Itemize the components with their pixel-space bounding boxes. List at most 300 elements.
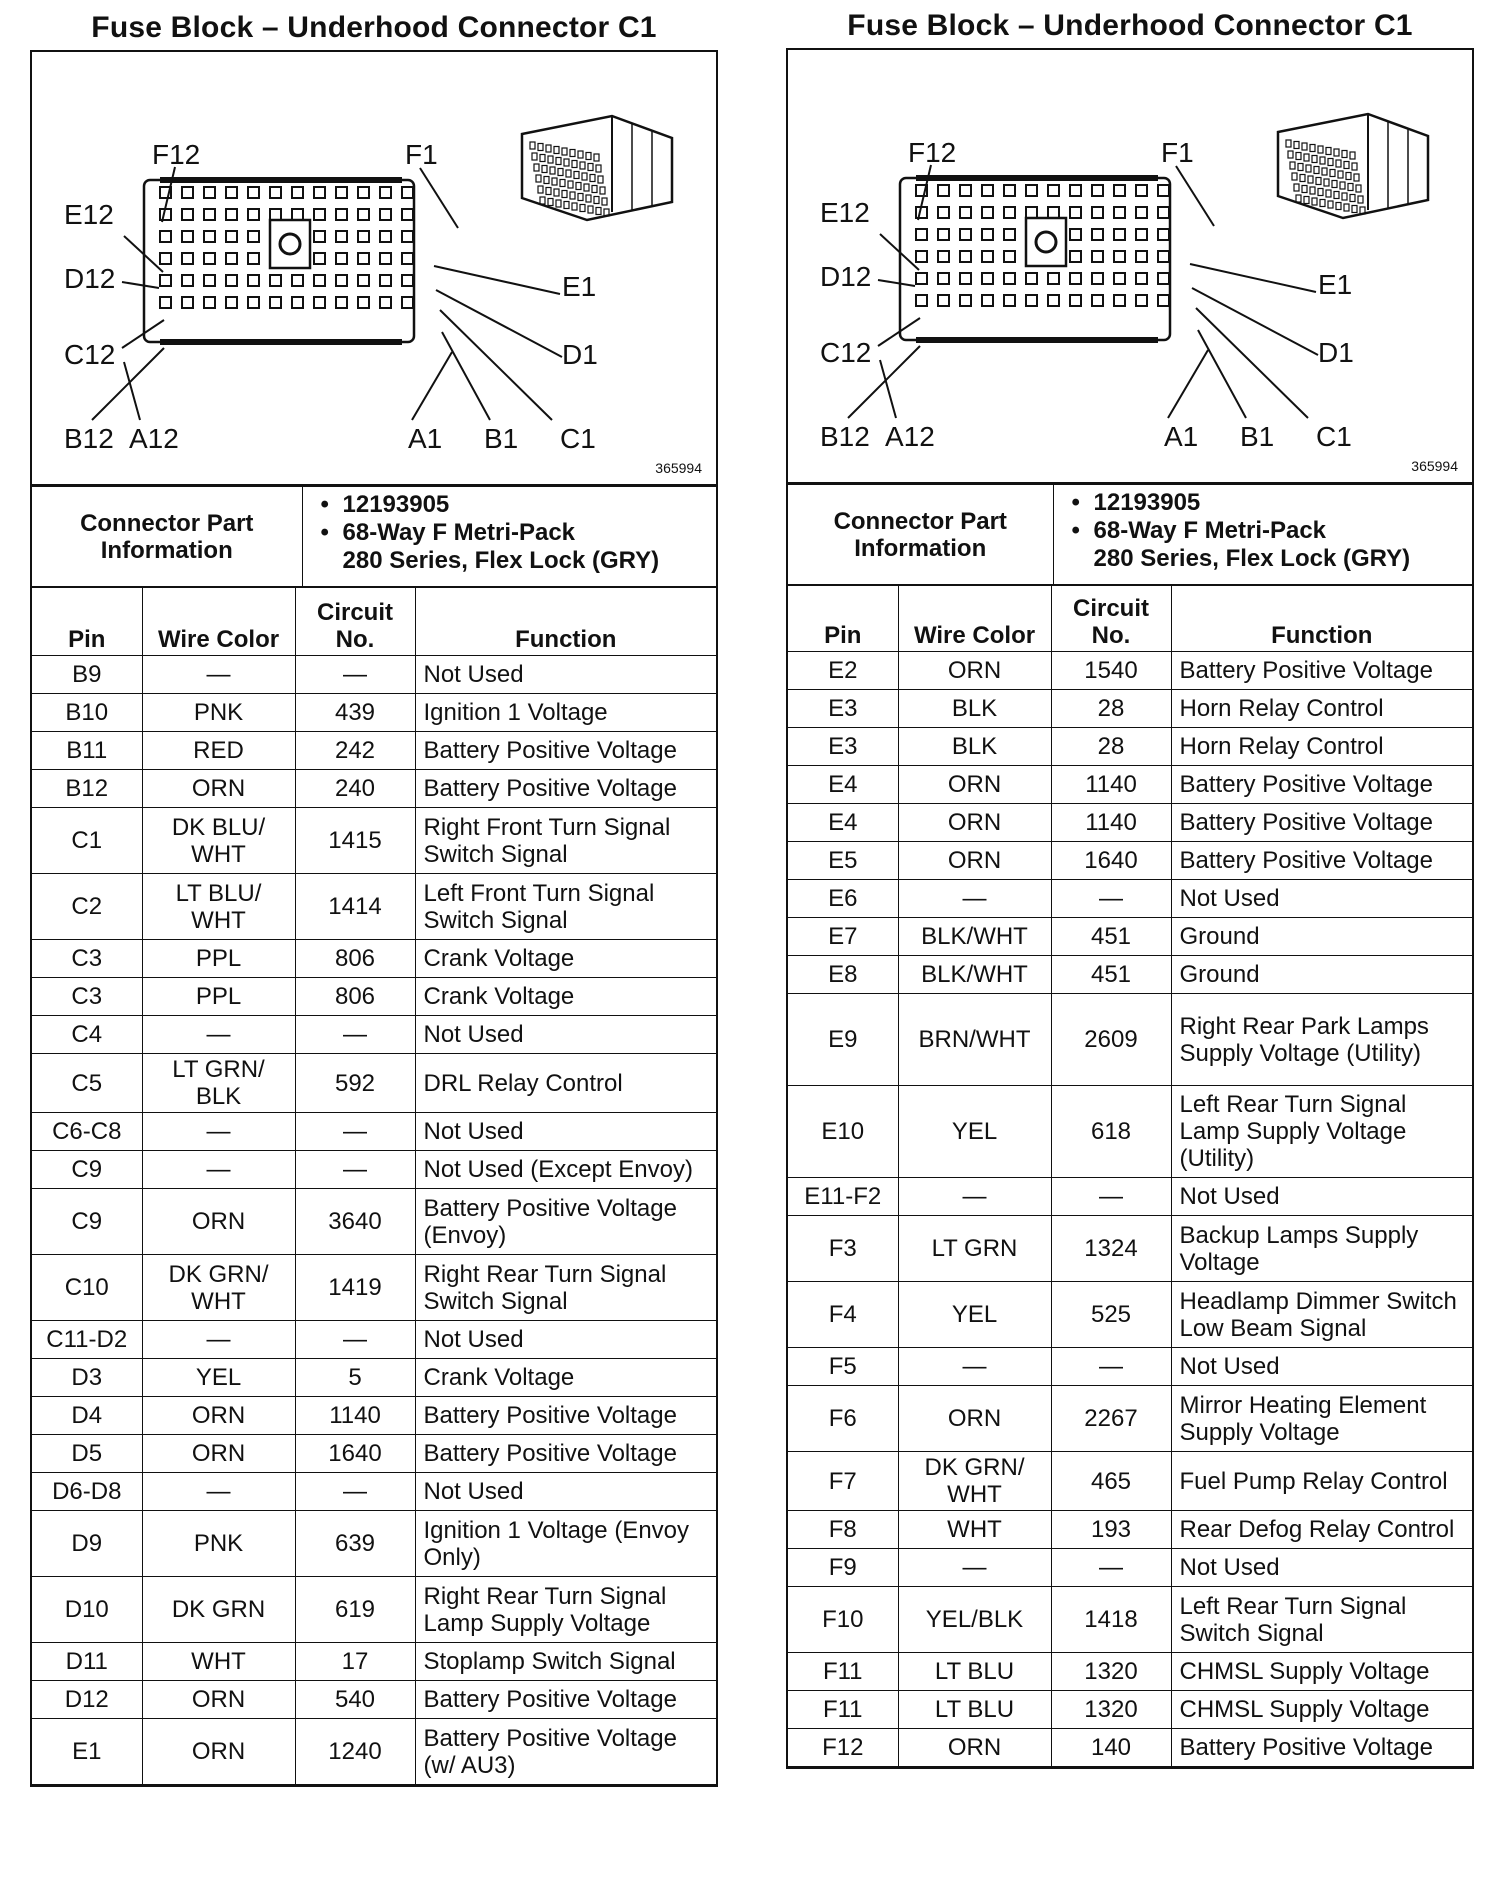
pin-table xyxy=(32,587,716,1785)
pin-cavity xyxy=(1070,251,1081,262)
pin-cell: C2 xyxy=(32,874,142,940)
circuit-cell: 1419 xyxy=(295,1255,415,1321)
circuit-cell: — xyxy=(1051,1178,1171,1216)
function-cell: Ignition 1 Voltage (Envoy Only) xyxy=(415,1511,716,1577)
wire-color-cell: YEL xyxy=(898,1086,1051,1178)
pin-cavity xyxy=(1092,185,1103,196)
pin-row xyxy=(32,1643,716,1681)
pin-cavity xyxy=(358,187,369,198)
header-function: Function xyxy=(1171,586,1472,652)
pin-label-d12: D12 xyxy=(64,263,116,294)
pin-cavity xyxy=(336,231,347,242)
pin-row xyxy=(788,880,1472,918)
circuit-cell: 451 xyxy=(1051,956,1171,994)
circuit-cell: 140 xyxy=(1051,1729,1171,1767)
pin-cavity xyxy=(1092,207,1103,218)
function-cell: Not Used (Except Envoy) xyxy=(415,1151,716,1189)
wire-color-cell: ORN xyxy=(898,652,1051,690)
pin-cell: C4 xyxy=(32,1016,142,1054)
circuit-cell: 806 xyxy=(295,940,415,978)
wire-color-cell: ORN xyxy=(898,804,1051,842)
pin-cavity xyxy=(248,253,259,264)
pin-cavity xyxy=(270,209,281,220)
pin-cavity xyxy=(1158,229,1169,240)
wire-color-cell: PNK xyxy=(142,1511,295,1577)
pin-cavity xyxy=(1004,295,1015,306)
pin-cavity xyxy=(1136,251,1147,262)
pin-cavity xyxy=(960,273,971,284)
header-function: Function xyxy=(415,588,716,656)
circuit-cell: — xyxy=(295,1113,415,1151)
pin-cavity xyxy=(960,251,971,262)
pin-cell: C10 xyxy=(32,1255,142,1321)
pin-cavity xyxy=(960,295,971,306)
lock-tab xyxy=(1026,218,1066,266)
pin-row xyxy=(788,1086,1472,1178)
function-cell: Battery Positive Voltage xyxy=(1171,652,1472,690)
function-cell: Battery Positive Voltage xyxy=(415,770,716,808)
pin-label-d1: D1 xyxy=(562,339,598,370)
wire-color-cell: PPL xyxy=(142,978,295,1016)
function-cell: Right Rear Turn Signal Switch Signal xyxy=(415,1255,716,1321)
pin-cavity xyxy=(1114,295,1125,306)
pin-cavity xyxy=(402,231,413,242)
pin-cavity xyxy=(1070,295,1081,306)
pin-cavity xyxy=(916,251,927,262)
pin-cell: F7 xyxy=(788,1452,898,1511)
pin-cell: E3 xyxy=(788,728,898,766)
pin-row xyxy=(32,874,716,940)
pin-row xyxy=(32,1681,716,1719)
pin-row xyxy=(32,1511,716,1577)
pin-label-b1: B1 xyxy=(1240,421,1275,452)
wire-color-cell: — xyxy=(142,1321,295,1359)
wire-color-cell: LT BLU xyxy=(898,1653,1051,1691)
function-cell: Left Rear Turn Signal Switch Signal xyxy=(1171,1587,1472,1653)
function-cell: Not Used xyxy=(1171,1549,1472,1587)
pin-cavity xyxy=(182,209,193,220)
function-cell: Not Used xyxy=(415,1016,716,1054)
pin-cell: F4 xyxy=(788,1282,898,1348)
function-cell: Horn Relay Control xyxy=(1171,728,1472,766)
pin-cavity xyxy=(982,251,993,262)
pin-cavity xyxy=(248,297,259,308)
pin-cavity xyxy=(380,187,391,198)
pin-cavity xyxy=(1114,273,1125,284)
wire-color-cell: — xyxy=(142,1016,295,1054)
pin-cavity xyxy=(226,297,237,308)
function-cell: Battery Positive Voltage (Envoy) xyxy=(415,1189,716,1255)
function-cell: Battery Positive Voltage (w/ AU3) xyxy=(415,1719,716,1785)
pin-cavity xyxy=(358,253,369,264)
pin-cell: C11-D2 xyxy=(32,1321,142,1359)
header-pin: Pin xyxy=(788,586,898,652)
pin-row xyxy=(32,1397,716,1435)
pin-cavity xyxy=(1136,273,1147,284)
pin-cell: E1 xyxy=(32,1719,142,1785)
function-cell: Battery Positive Voltage xyxy=(415,1681,716,1719)
pin-cavity xyxy=(182,231,193,242)
pin-cavity xyxy=(1004,273,1015,284)
pin-cavity xyxy=(1026,273,1037,284)
function-cell: Mirror Heating Element Supply Voltage xyxy=(1171,1386,1472,1452)
pin-cavity xyxy=(160,275,171,286)
pin-cell: C1 xyxy=(32,808,142,874)
pin-row xyxy=(32,1719,716,1785)
pin-row xyxy=(32,1113,716,1151)
pin-cell: E6 xyxy=(788,880,898,918)
pin-cavity xyxy=(380,231,391,242)
wire-color-cell: — xyxy=(142,1113,295,1151)
circuit-cell: 806 xyxy=(295,978,415,1016)
pin-cavity xyxy=(314,297,325,308)
pin-cell: F9 xyxy=(788,1549,898,1587)
leader-line xyxy=(1196,308,1308,418)
pin-cell: F3 xyxy=(788,1216,898,1282)
pin-cavity xyxy=(314,209,325,220)
circuit-cell: 2609 xyxy=(1051,994,1171,1086)
figure-id: 365994 xyxy=(1411,458,1458,474)
pin-label-d1: D1 xyxy=(1318,337,1354,368)
circuit-cell: 1640 xyxy=(295,1435,415,1473)
circuit-cell: 1320 xyxy=(1051,1653,1171,1691)
pin-cavity xyxy=(226,253,237,264)
panel-title: Fuse Block – Underhood Connector C1 xyxy=(847,9,1413,42)
function-cell: Ground xyxy=(1171,918,1472,956)
circuit-cell: 28 xyxy=(1051,728,1171,766)
pin-cavity xyxy=(916,273,927,284)
function-cell: Rear Defog Relay Control xyxy=(1171,1511,1472,1549)
pin-cavity xyxy=(160,297,171,308)
function-cell: Crank Voltage xyxy=(415,1359,716,1397)
wire-color-cell: DK GRN/ WHT xyxy=(898,1452,1051,1511)
connector-frame xyxy=(30,50,718,1787)
wire-color-cell: BLK/WHT xyxy=(898,956,1051,994)
pin-cell: E4 xyxy=(788,804,898,842)
function-cell: Battery Positive Voltage xyxy=(415,1397,716,1435)
connector-thumbnail xyxy=(1278,114,1428,218)
pin-cavity xyxy=(358,231,369,242)
circuit-cell: — xyxy=(1051,1348,1171,1386)
pin-row xyxy=(788,1452,1472,1511)
connector-series: 280 Series, Flex Lock (GRY) xyxy=(1093,545,1411,572)
wire-color-cell: — xyxy=(142,656,295,694)
pin-cell: E11-F2 xyxy=(788,1178,898,1216)
pin-cavity xyxy=(1004,207,1015,218)
pin-cavity xyxy=(160,253,171,264)
pin-label-b12: B12 xyxy=(820,421,870,452)
pin-label-f12: F12 xyxy=(152,139,201,170)
pin-cavity xyxy=(1136,229,1147,240)
pin-label-c12: C12 xyxy=(64,339,116,370)
pin-cell: F6 xyxy=(788,1386,898,1452)
pin-cavity xyxy=(226,275,237,286)
circuit-cell: 639 xyxy=(295,1511,415,1577)
wire-color-cell: BLK/WHT xyxy=(898,918,1051,956)
pin-cavity xyxy=(1026,295,1037,306)
wire-color-cell: LT GRN xyxy=(898,1216,1051,1282)
pin-cavity xyxy=(938,185,949,196)
pin-cavity xyxy=(1092,273,1103,284)
pin-cavity xyxy=(270,275,281,286)
pin-label-c1: C1 xyxy=(560,423,596,454)
pin-cavity xyxy=(982,185,993,196)
function-cell: Headlamp Dimmer Switch Low Beam Signal xyxy=(1171,1282,1472,1348)
circuit-cell: 592 xyxy=(295,1054,415,1113)
wire-color-cell: — xyxy=(898,1549,1051,1587)
pin-cavity xyxy=(1114,185,1125,196)
connector-info-table xyxy=(788,484,1472,585)
circuit-cell: 1540 xyxy=(1051,652,1171,690)
pin-label-e1: E1 xyxy=(1318,269,1353,300)
function-cell: Ground xyxy=(1171,956,1472,994)
wire-color-cell: DK GRN xyxy=(142,1577,295,1643)
connector-diagram xyxy=(32,52,716,486)
pin-cell: D12 xyxy=(32,1681,142,1719)
function-cell: Battery Positive Voltage xyxy=(415,1435,716,1473)
pin-label-a1: A1 xyxy=(1164,421,1199,452)
pin-cavity xyxy=(270,297,281,308)
pin-cavity xyxy=(982,207,993,218)
pin-cell: E4 xyxy=(788,766,898,804)
pin-cavity xyxy=(380,209,391,220)
pin-cavity xyxy=(380,253,391,264)
circuit-cell: 240 xyxy=(295,770,415,808)
pin-label-b1: B1 xyxy=(484,423,519,454)
function-cell: Not Used xyxy=(415,656,716,694)
pin-cavity xyxy=(938,251,949,262)
pin-label-c1: C1 xyxy=(1316,421,1352,452)
pin-cavity xyxy=(1048,273,1059,284)
wire-color-cell: ORN xyxy=(142,770,295,808)
pin-row xyxy=(32,1255,716,1321)
pin-row xyxy=(788,1348,1472,1386)
circuit-cell: 242 xyxy=(295,732,415,770)
pin-cavity xyxy=(358,209,369,220)
pin-cavity xyxy=(182,275,193,286)
pin-cell: E5 xyxy=(788,842,898,880)
pin-row xyxy=(32,808,716,874)
pin-cell: E2 xyxy=(788,652,898,690)
circuit-cell: — xyxy=(295,1016,415,1054)
pin-row xyxy=(32,940,716,978)
function-cell: Not Used xyxy=(1171,1178,1472,1216)
wire-color-cell: LT BLU/ WHT xyxy=(142,874,295,940)
wire-color-cell: — xyxy=(142,1473,295,1511)
pin-cavity xyxy=(1048,295,1059,306)
circuit-cell: 5 xyxy=(295,1359,415,1397)
circuit-cell: 1140 xyxy=(1051,766,1171,804)
pin-cavity xyxy=(1114,229,1125,240)
pin-row xyxy=(788,1549,1472,1587)
circuit-cell: 1140 xyxy=(1051,804,1171,842)
wire-color-cell: ORN xyxy=(142,1189,295,1255)
wire-color-cell: YEL xyxy=(142,1359,295,1397)
pin-cell: B9 xyxy=(32,656,142,694)
pin-cavity xyxy=(270,187,281,198)
circuit-cell: 439 xyxy=(295,694,415,732)
pin-cavity xyxy=(1136,295,1147,306)
pin-label-e12: E12 xyxy=(64,199,114,230)
circuit-cell: 1240 xyxy=(295,1719,415,1785)
pin-label-b12: B12 xyxy=(64,423,114,454)
pin-cell: C5 xyxy=(32,1054,142,1113)
function-cell: Fuel Pump Relay Control xyxy=(1171,1452,1472,1511)
pin-row xyxy=(788,842,1472,880)
pin-row xyxy=(788,728,1472,766)
wire-color-cell: BRN/WHT xyxy=(898,994,1051,1086)
pin-cell: F11 xyxy=(788,1691,898,1729)
pin-cavity xyxy=(380,297,391,308)
figure-id: 365994 xyxy=(655,460,702,476)
pin-cavity xyxy=(1048,185,1059,196)
wire-color-cell: BLK xyxy=(898,690,1051,728)
pin-cavity xyxy=(182,187,193,198)
pin-row xyxy=(32,1435,716,1473)
wire-color-cell: ORN xyxy=(898,1386,1051,1452)
pin-row xyxy=(32,1189,716,1255)
connector-part-number: • 12193905 xyxy=(1094,489,1465,517)
header-pin: Pin xyxy=(32,588,142,656)
pin-cavity xyxy=(1158,295,1169,306)
pin-row xyxy=(32,1473,716,1511)
pin-cavity xyxy=(982,295,993,306)
pin-cavity xyxy=(336,187,347,198)
leader-line xyxy=(122,282,159,288)
pin-cavity xyxy=(402,209,413,220)
function-cell: CHMSL Supply Voltage xyxy=(1171,1653,1472,1691)
circuit-cell: 619 xyxy=(295,1577,415,1643)
function-cell: Crank Voltage xyxy=(415,940,716,978)
wire-color-cell: ORN xyxy=(898,842,1051,880)
circuit-cell: 451 xyxy=(1051,918,1171,956)
pin-cavity xyxy=(248,187,259,198)
pin-row xyxy=(32,1577,716,1643)
pin-cavity xyxy=(1092,295,1103,306)
leader-line xyxy=(412,352,452,420)
pin-cell: F11 xyxy=(788,1653,898,1691)
pin-cavity xyxy=(938,229,949,240)
pin-cavity xyxy=(314,275,325,286)
left-panel xyxy=(30,0,718,1787)
pin-cavity xyxy=(1158,273,1169,284)
leader-line xyxy=(1168,350,1208,418)
pin-cavity xyxy=(1092,251,1103,262)
pin-cavity xyxy=(938,273,949,284)
pin-cavity xyxy=(982,229,993,240)
wire-color-cell: PPL xyxy=(142,940,295,978)
pin-cavity xyxy=(1136,207,1147,218)
pin-row xyxy=(788,1729,1472,1767)
leader-line xyxy=(440,310,552,420)
wire-color-cell: YEL/BLK xyxy=(898,1587,1051,1653)
pin-cavity xyxy=(248,209,259,220)
header-circuit-no: Circuit No. xyxy=(1051,586,1171,652)
pin-row xyxy=(32,732,716,770)
circuit-cell: 28 xyxy=(1051,690,1171,728)
wire-color-cell: YEL xyxy=(898,1282,1051,1348)
pin-row xyxy=(32,1054,716,1113)
wire-color-cell: ORN xyxy=(142,1397,295,1435)
pin-row xyxy=(788,1386,1472,1452)
pin-row xyxy=(32,694,716,732)
pin-cavity xyxy=(1070,207,1081,218)
pin-cavity xyxy=(380,275,391,286)
pin-cavity xyxy=(292,187,303,198)
pin-cavity xyxy=(358,297,369,308)
pin-cavity xyxy=(1114,251,1125,262)
pin-cavity xyxy=(248,275,259,286)
pin-label-f1: F1 xyxy=(1161,137,1194,168)
circuit-cell: — xyxy=(1051,1549,1171,1587)
function-cell: Backup Lamps Supply Voltage xyxy=(1171,1216,1472,1282)
pin-row xyxy=(788,766,1472,804)
pin-cell: D10 xyxy=(32,1577,142,1643)
connector-info-label: Connector Part Information xyxy=(32,487,302,587)
pin-cell: C6-C8 xyxy=(32,1113,142,1151)
circuit-cell: — xyxy=(295,656,415,694)
function-cell: Battery Positive Voltage xyxy=(1171,842,1472,880)
wire-color-cell: RED xyxy=(142,732,295,770)
connector-type: • 68-Way F Metri-Pack xyxy=(1094,517,1465,545)
pin-cavity xyxy=(1136,185,1147,196)
leader-line xyxy=(878,280,915,286)
pin-row xyxy=(788,1691,1472,1729)
function-cell: Stoplamp Switch Signal xyxy=(415,1643,716,1681)
pin-row xyxy=(788,1511,1472,1549)
connector-info-label: Connector Part Information xyxy=(788,485,1053,585)
pin-row xyxy=(32,1359,716,1397)
wire-color-cell: PNK xyxy=(142,694,295,732)
circuit-cell: 540 xyxy=(295,1681,415,1719)
pin-label-f1: F1 xyxy=(405,139,438,170)
pin-row xyxy=(788,1178,1472,1216)
pin-cavity xyxy=(1070,273,1081,284)
header-circuit-no: Circuit No. xyxy=(295,588,415,656)
wire-color-cell: ORN xyxy=(142,1435,295,1473)
pin-cell: D3 xyxy=(32,1359,142,1397)
function-cell: Battery Positive Voltage xyxy=(1171,1729,1472,1767)
circuit-cell: 1418 xyxy=(1051,1587,1171,1653)
circuit-cell: — xyxy=(295,1473,415,1511)
pin-cavity xyxy=(402,297,413,308)
wire-color-cell: LT GRN/ BLK xyxy=(142,1054,295,1113)
wire-color-cell: ORN xyxy=(898,766,1051,804)
wire-color-cell: LT BLU xyxy=(898,1691,1051,1729)
pin-cavity xyxy=(314,253,325,264)
connector-info-table xyxy=(32,486,716,587)
function-cell: Battery Positive Voltage xyxy=(415,732,716,770)
connector-face xyxy=(92,167,562,420)
pin-cell: E10 xyxy=(788,1086,898,1178)
pin-cavity xyxy=(1158,251,1169,262)
function-cell: Not Used xyxy=(415,1321,716,1359)
function-cell: CHMSL Supply Voltage xyxy=(1171,1691,1472,1729)
wire-color-cell: WHT xyxy=(898,1511,1051,1549)
function-cell: Not Used xyxy=(1171,1348,1472,1386)
function-cell: Not Used xyxy=(1171,880,1472,918)
circuit-cell: — xyxy=(295,1151,415,1189)
pin-cell: D4 xyxy=(32,1397,142,1435)
pin-row xyxy=(32,656,716,694)
pin-cell: F10 xyxy=(788,1587,898,1653)
leader-line xyxy=(1176,166,1214,226)
pin-cell: C9 xyxy=(32,1151,142,1189)
circuit-cell: 618 xyxy=(1051,1086,1171,1178)
pin-cell: B10 xyxy=(32,694,142,732)
circuit-cell: — xyxy=(295,1321,415,1359)
right-panel xyxy=(786,0,1474,1769)
